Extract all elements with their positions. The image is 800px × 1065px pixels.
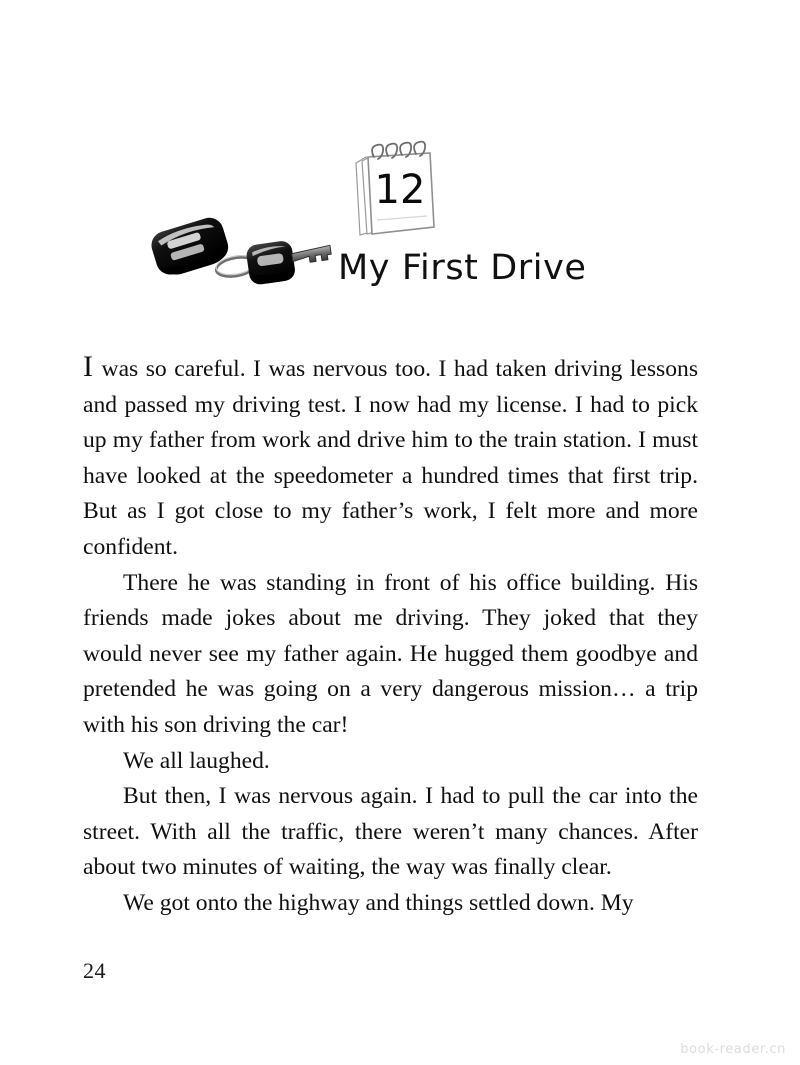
desk-calendar-icon [340,135,450,245]
paragraph-1 [83,352,698,566]
paragraph-1-text: was so careful. I was nervous too. I had taken driving lessons and passed my driving test. I now had my license. I had to pick up my father from work and drive him to the train station. I must have looked at the speedometer a hundred times that first trip. But as I got close to my father’s work, I felt more and more confident. [83,356,698,560]
chapter-number-text: 12 [374,167,426,213]
page-number: 24 [83,958,106,983]
paragraph-3: We all laughed. [123,747,270,774]
chapter-title: My First Drive [338,248,587,288]
car-keys-icon [136,212,336,302]
watermark: book-reader.cn [680,1042,786,1057]
initial-cap: I [83,350,93,383]
body-text [83,352,698,922]
paragraph-2: There he was standing in front of his office building. His friends made jokes about me driving. They joked that they would never see my father again. He hugged them goodbye and pretended he was going on a very dangerous mission… a trip with his son driving the car! [83,569,698,738]
chapter-header [0,130,800,320]
paragraph-5: We got onto the highway and things settled down. My [123,889,634,916]
paragraph-4: But then, I was nervous again. I had to pull the car into the street. With all the traffic, there weren’t many chances. After about two minutes of waiting, the way was finally clear. [83,783,698,881]
